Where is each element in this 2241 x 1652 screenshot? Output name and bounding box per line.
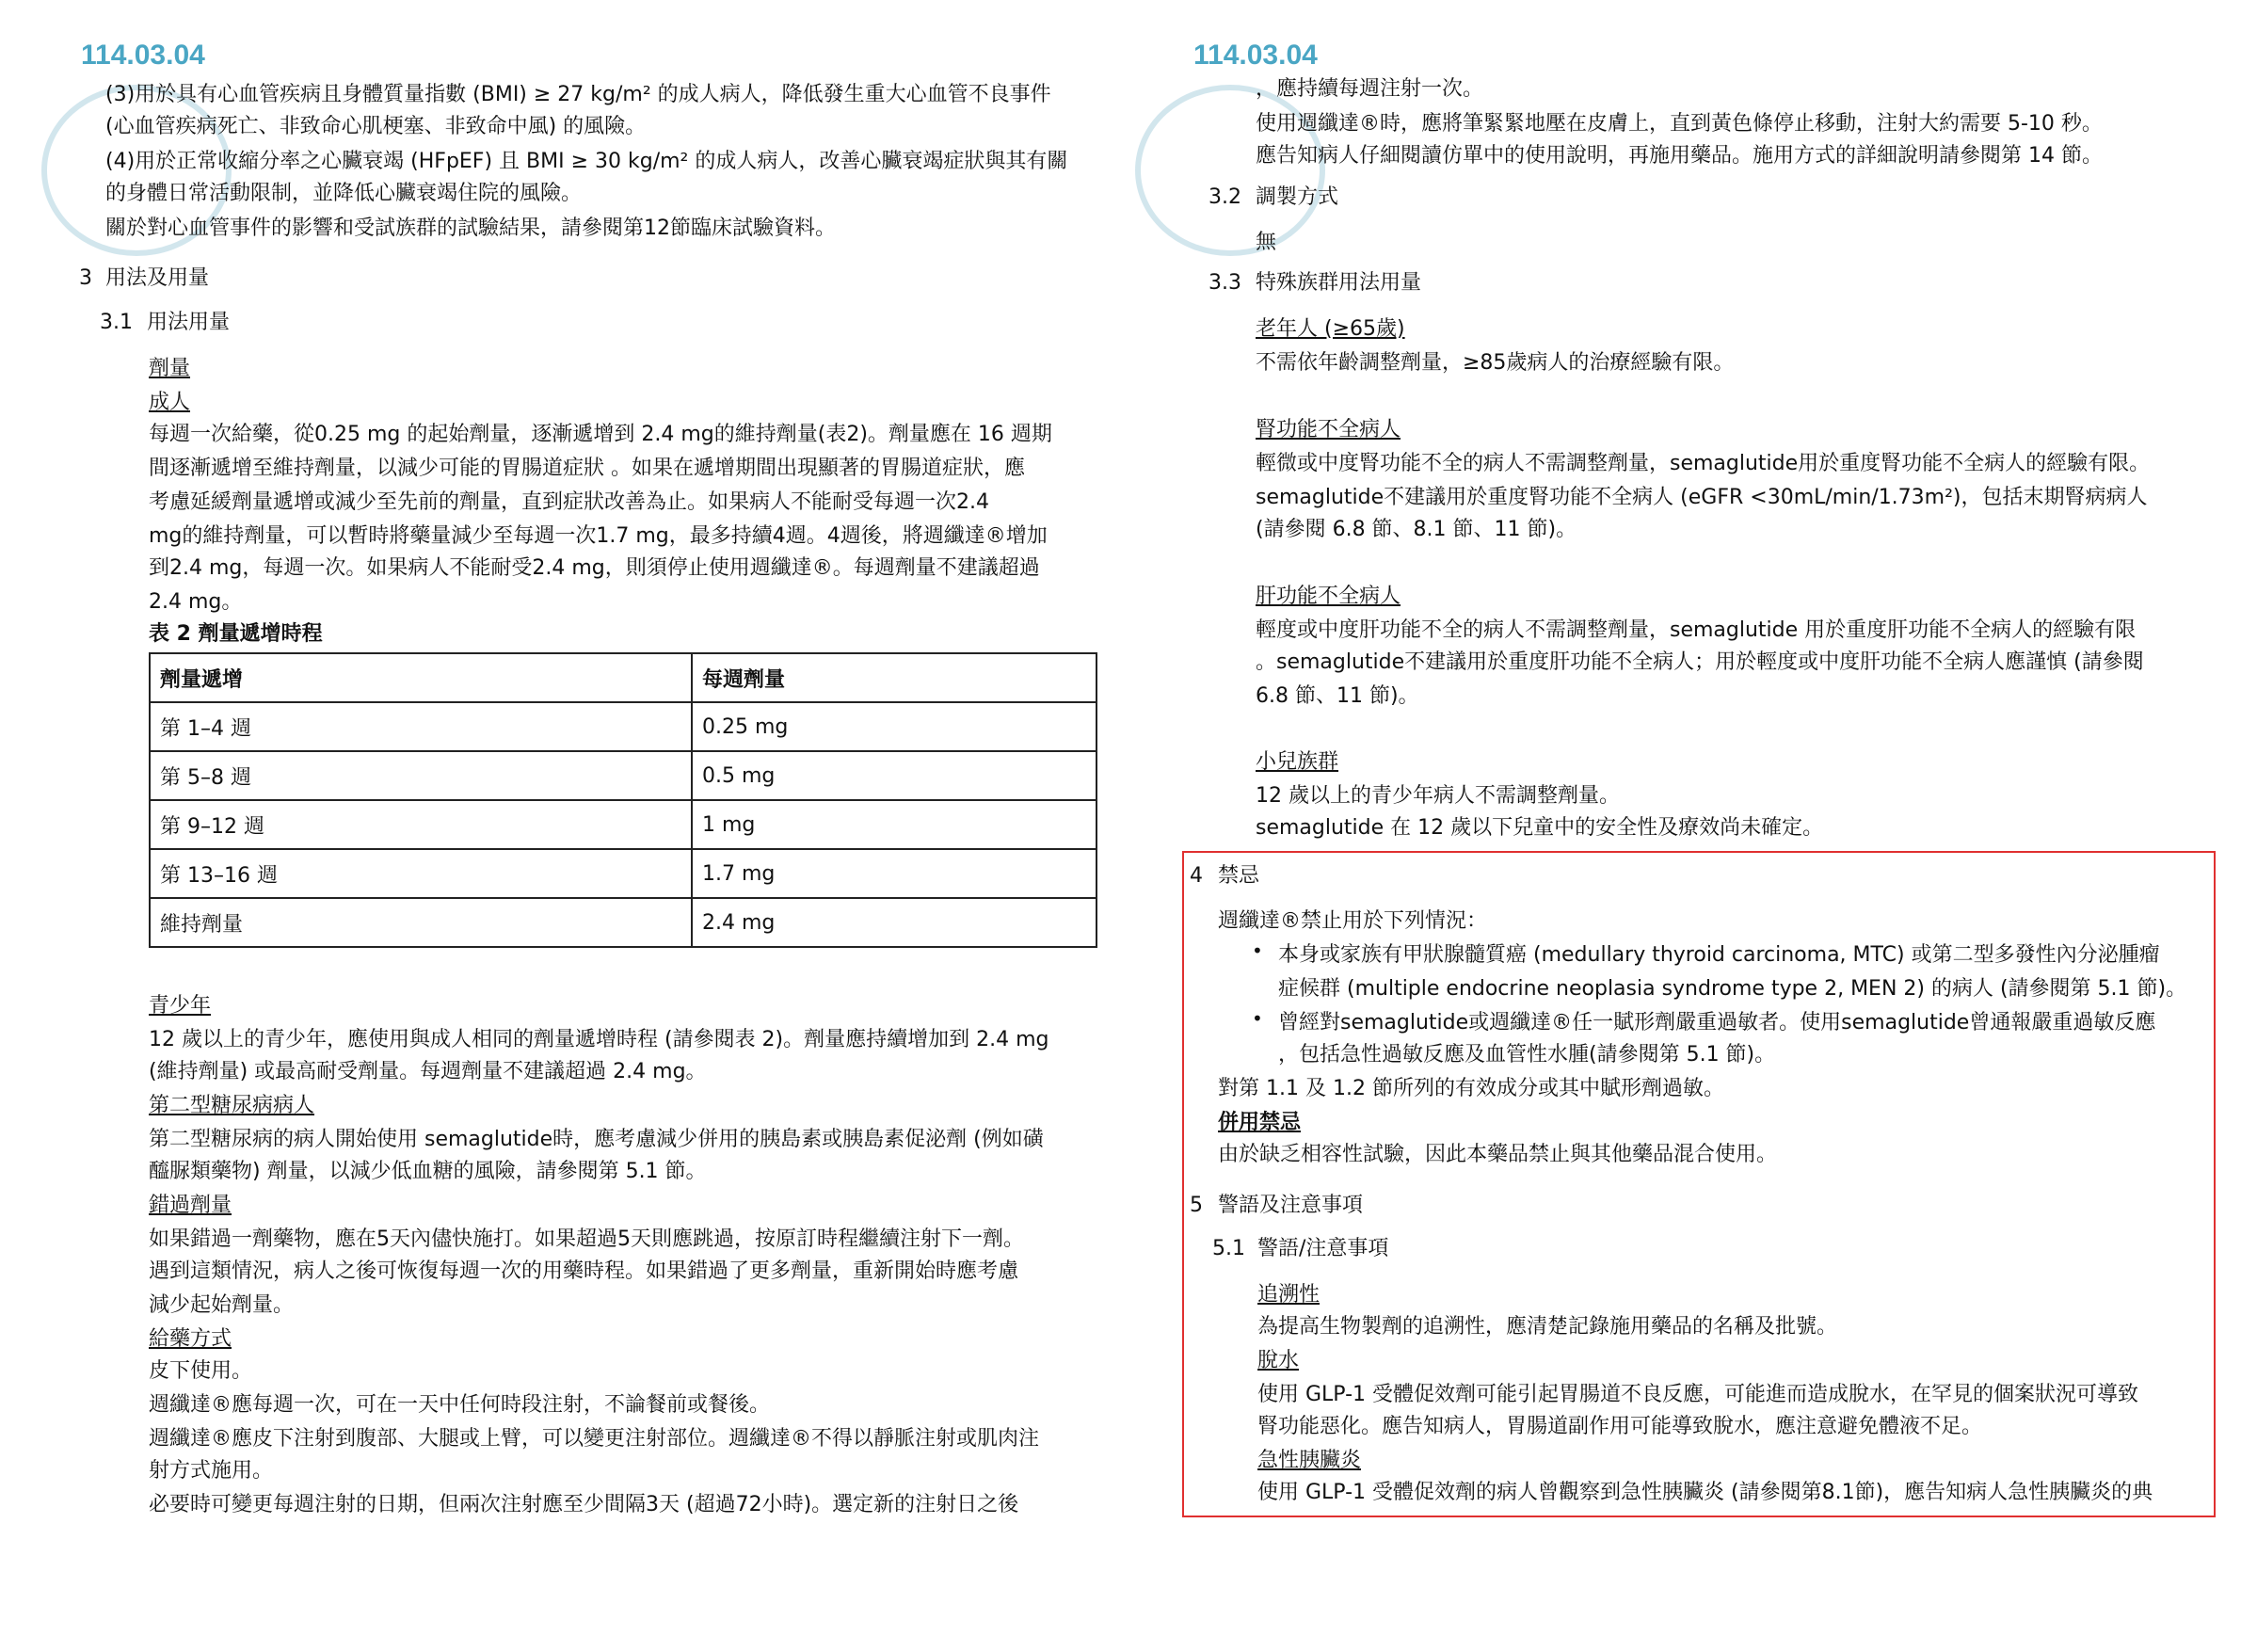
indication-line-3: (4)用於正常收縮分率之心臟衰竭 (HFpEF) 且 BMI ≥ 30 kg/m² 的成人病人，改善心臟衰竭症狀與其有關 [105, 150, 1068, 173]
dose-escalation-table [149, 652, 1097, 948]
page-date-right: 114.03.04 [1193, 40, 1318, 71]
page-date-left: 114.03.04 [81, 40, 205, 71]
adult-line-3: 考慮延緩劑量遞增或減少至先前的劑量，直到症狀改善為止。如果病人不能耐受每週一次2.4 [149, 490, 989, 514]
combo-heading: 併用禁忌 [1218, 1111, 1302, 1134]
section-5-title: 警語及注意事項 [1218, 1194, 1364, 1217]
indication-line-1: (3)用於具有心血管疾病且身體質量指數 (BMI) ≥ 27 kg/m² 的成人病人，降低發生重大心血管不良事件 [105, 83, 1051, 106]
traceability-body: 為提高生物製劑的追溯性，應清楚記錄施用藥品的名稱及批號。 [1257, 1315, 1838, 1339]
table-row [150, 800, 1096, 849]
table-cell: 第 5–8 週 [150, 751, 692, 800]
missed-line-3: 減少起始劑量。 [149, 1293, 295, 1317]
adult-line-1: 每週一次給藥，從0.25 mg 的起始劑量，逐漸遞增到 2.4 mg的維持劑量(表2)。劑量應在 16 週期 [149, 423, 1052, 446]
t2d-line-2: 醯脲類藥物) 劑量，以減少低血糖的風險，請參閱第 5.1 節。 [149, 1160, 707, 1183]
dehydration-line-2: 腎功能惡化。應告知病人，胃腸道副作用可能導致脫水，應注意避免體液不足。 [1257, 1415, 1983, 1438]
section-3-2-body: 無 [1256, 231, 1277, 254]
right-top-line-3: 應告知病人仔細閱讀仿單中的使用說明，再施用藥品。施用方式的詳細說明請參閱第 14 節。 [1256, 144, 2103, 168]
section-5-1-number: 5.1 [1212, 1237, 1245, 1260]
right-top-line-1: ，應持續每週注射一次。 [1256, 77, 1484, 101]
table-caption: 表 2 劑量遞增時程 [149, 622, 323, 646]
table-row [150, 898, 1096, 947]
section-5-1-title: 警語/注意事項 [1257, 1237, 1389, 1260]
teen-line-2: (維持劑量) 或最高耐受劑量。每週劑量不建議超過 2.4 mg。 [149, 1060, 707, 1083]
t2d-line-1: 第二型糖尿病的病人開始使用 semaglutide時，應考慮減少併用的胰島素或胰島素促泌劑 (例如磺 [149, 1128, 1044, 1151]
dehydration-heading: 脫水 [1257, 1349, 1300, 1372]
bullet1-line-2: 症候群 (multiple endocrine neoplasia syndrome type 2, MEN 2) 的病人 (請參閱第 5.1 節)。 [1278, 977, 2187, 1001]
section-3-1-title: 用法用量 [147, 311, 231, 334]
section-5-number: 5 [1190, 1194, 1203, 1217]
pediatric-heading: 小兒族群 [1256, 750, 1339, 774]
table-row [150, 751, 1096, 800]
renal-line-3: (請參閱 6.8 節、8.1 節、11 節)。 [1256, 518, 1577, 541]
admin-line-1: 皮下使用。 [149, 1359, 253, 1383]
table-cell: 1 mg [692, 800, 1096, 849]
table-cell: 2.4 mg [692, 898, 1096, 947]
adult-line-5: 到2.4 mg，每週一次。如果病人不能耐受2.4 mg，則須停止使用週纖達®。每週劑量不建議超過 [149, 556, 1040, 580]
section-3-title: 用法及用量 [105, 266, 210, 290]
table-cell: 第 13–16 週 [150, 849, 692, 898]
section-4-number: 4 [1190, 864, 1203, 888]
renal-line-2: semaglutide不建議用於重度腎功能不全病人 (eGFR <30mL/min/1.73m²)，包括末期腎病病人 [1256, 486, 2148, 509]
bullet-dot-1: • [1252, 939, 1263, 962]
pediatric-line-2: semaglutide 在 12 歲以下兒童中的安全性及療效尚未確定。 [1256, 816, 1824, 840]
table-cell: 1.7 mg [692, 849, 1096, 898]
teen-heading: 青少年 [149, 994, 212, 1018]
section-3-number: 3 [79, 266, 92, 290]
section-3-3-title: 特殊族群用法用量 [1256, 271, 1422, 295]
combo-body: 由於缺乏相容性試驗，因此本藥品禁止與其他藥品混合使用。 [1218, 1143, 1778, 1166]
bullet1-line-1: 本身或家族有甲狀腺髓質癌 (medullary thyroid carcinoma, MTC) 或第二型多發性內分泌腫瘤 [1278, 943, 2160, 967]
bullet2-line-1: 曾經對semaglutide或週纖達®任一賦形劑嚴重過敏者。使用semaglutide曾通報嚴重過敏反應 [1278, 1011, 2156, 1035]
indication-line-2: (心血管疾病死亡、非致命心肌梗塞、非致命中風) 的風險。 [105, 115, 647, 138]
bullet2-line-2: ，包括急性過敏反應及血管性水腫(請參閱第 5.1 節)。 [1278, 1043, 1776, 1067]
section-4-title: 禁忌 [1218, 864, 1260, 888]
elderly-heading: 老年人 (≥65歲) [1256, 317, 1405, 341]
table-row [150, 702, 1096, 751]
indication-line-5: 關於對心血管事件的影響和受試族群的試驗結果，請參閱第12節臨床試驗資料。 [105, 217, 836, 240]
admin-heading: 給藥方式 [149, 1327, 232, 1351]
elderly-body: 不需依年齡調整劑量，≥85歲病人的治療經驗有限。 [1256, 351, 1735, 375]
table-header-cell: 劑量遞增 [150, 653, 692, 702]
admin-line-3: 週纖達®應皮下注射到腹部、大腿或上臂，可以變更注射部位。週纖達®不得以靜脈注射或肌肉注 [149, 1427, 1040, 1451]
contra-extra: 對第 1.1 及 1.2 節所列的有效成分或其中賦形劑過敏。 [1218, 1077, 1724, 1100]
section-3-3-number: 3.3 [1209, 271, 1241, 295]
table-cell: 0.5 mg [692, 751, 1096, 800]
table-cell: 第 1–4 週 [150, 702, 692, 751]
teen-line-1: 12 歲以上的青少年，應使用與成人相同的劑量遞增時程 (請參閱表 2)。劑量應持續增加到 2.4 mg [149, 1028, 1049, 1051]
bullet-dot-2: • [1252, 1007, 1263, 1030]
adult-line-4: mg的維持劑量，可以暫時將藥量減少至每週一次1.7 mg，最多持續4週。4週後，將週纖達®增加 [149, 524, 1048, 548]
hepatic-line-1: 輕度或中度肝功能不全的病人不需調整劑量，semaglutide 用於重度肝功能不全病人的經驗有限 [1256, 618, 2137, 642]
section-3-2-title: 調製方式 [1256, 185, 1339, 209]
table-header-row [150, 653, 1096, 702]
table-row [150, 849, 1096, 898]
hepatic-line-2: 。semaglutide不建議用於重度肝功能不全病人；用於輕度或中度肝功能不全病人應謹慎 (請參閱 [1256, 650, 2144, 674]
pediatric-line-1: 12 歲以上的青少年病人不需調整劑量。 [1256, 784, 1620, 808]
indication-line-4: 的身體日常活動限制，並降低心臟衰竭住院的風險。 [105, 182, 583, 205]
adult-line-2: 間逐漸遞增至維持劑量，以減少可能的胃腸道症狀 。如果在遞增期間出現顯著的胃腸道症狀，應 [149, 457, 1025, 480]
adult-line-6: 2.4 mg。 [149, 590, 243, 614]
section-3-2-number: 3.2 [1209, 185, 1241, 209]
dehydration-line-1: 使用 GLP-1 受體促效劑可能引起胃腸道不良反應，可能進而造成脫水，在罕見的個案狀況可導致 [1257, 1383, 2139, 1406]
admin-line-5: 必要時可變更每週注射的日期，但兩次注射應至少間隔3天 (超過72小時)。選定新的注射日之後 [149, 1493, 1019, 1516]
hepatic-heading: 肝功能不全病人 [1256, 585, 1401, 608]
renal-line-1: 輕微或中度腎功能不全的病人不需調整劑量，semaglutide用於重度腎功能不全病人的經驗有限。 [1256, 452, 2151, 475]
hepatic-line-3: 6.8 節、11 節)。 [1256, 684, 1419, 708]
contra-intro: 週纖達®禁止用於下列情況： [1218, 909, 1488, 933]
pancreatitis-body: 使用 GLP-1 受體促效劑的病人曾觀察到急性胰臟炎 (請參閱第8.1節)，應告知病人急性胰臟炎的典 [1257, 1481, 2153, 1504]
traceability-heading: 追溯性 [1257, 1283, 1321, 1307]
missed-dose-heading: 錯過劑量 [149, 1194, 232, 1217]
dose-heading: 劑量 [149, 357, 191, 380]
table-cell: 第 9–12 週 [150, 800, 692, 849]
table-cell: 0.25 mg [692, 702, 1096, 751]
missed-line-1: 如果錯過一劑藥物，應在5天內儘快施打。如果超過5天則應跳過，按原訂時程繼續注射下一劑。 [149, 1227, 1024, 1251]
table-header-cell: 每週劑量 [692, 653, 1096, 702]
renal-heading: 腎功能不全病人 [1256, 418, 1401, 441]
t2d-heading: 第二型糖尿病病人 [149, 1094, 315, 1117]
missed-line-2: 遇到這類情況，病人之後可恢復每週一次的用藥時程。如果錯過了更多劑量，重新開始時應考慮 [149, 1259, 1019, 1283]
pancreatitis-heading: 急性胰臟炎 [1257, 1449, 1362, 1472]
right-top-line-2: 使用週纖達®時，應將筆緊緊地壓在皮膚上，直到黃色條停止移動，注射大約需要 5-10 秒。 [1256, 112, 2103, 136]
section-3-1-number: 3.1 [100, 311, 133, 334]
adult-heading: 成人 [149, 391, 191, 414]
table-cell: 維持劑量 [150, 898, 692, 947]
admin-line-4: 射方式施用。 [149, 1459, 274, 1483]
admin-line-2: 週纖達®應每週一次，可在一天中任何時段注射，不論餐前或餐後。 [149, 1393, 771, 1417]
